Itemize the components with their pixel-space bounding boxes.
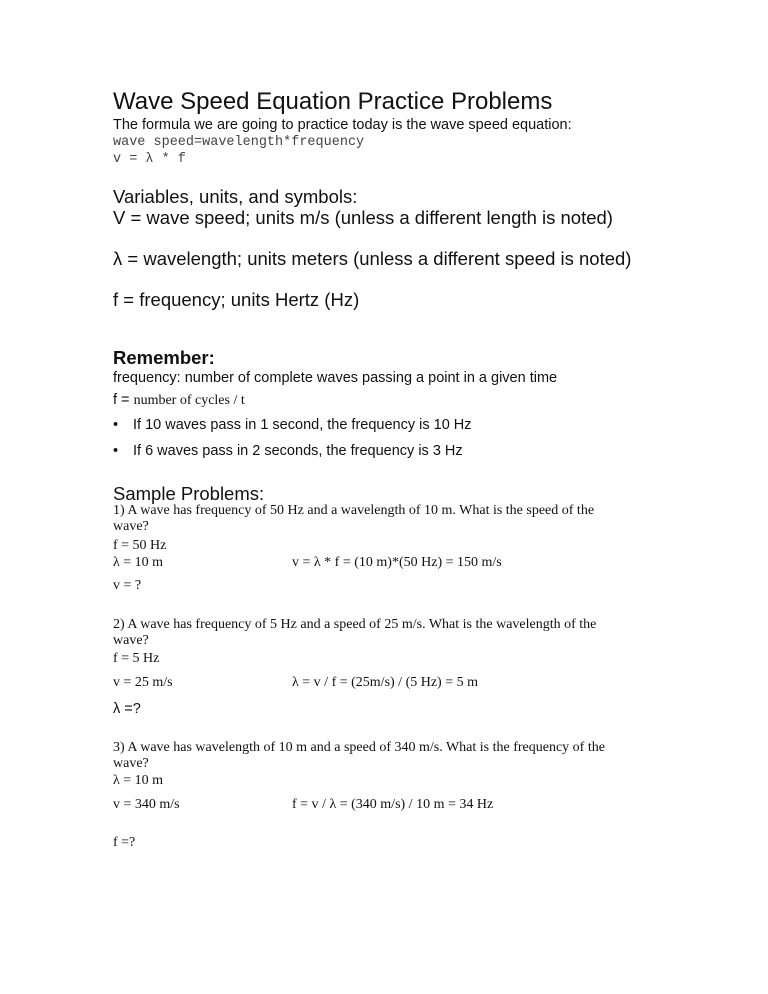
problem-3-question: 3) A wave has wavelength of 10 m and a speed of 340 m/s. What is the frequency of the wave? [113, 740, 605, 771]
bullet-text: If 6 waves pass in 2 seconds, the frequency is 3 Hz [133, 443, 463, 459]
variable-speed: V = wave speed; units m/s (unless a different length is noted) [113, 207, 613, 228]
frequency-formula-rest: number of cycles / t [133, 393, 245, 408]
formula-symbols: v = λ * f [113, 152, 186, 167]
problem-1-question: 1) A wave has frequency of 50 Hz and a wavelength of 10 m. What is the speed of the wave? [113, 503, 595, 534]
page-title: Wave Speed Equation Practice Problems [113, 88, 553, 115]
remember-heading: Remember: [113, 347, 215, 368]
problem-2-solution: λ = v / f = (25m/s) / (5 Hz) = 5 m [292, 675, 479, 690]
formula-words: wave speed=wavelength*frequency [113, 135, 365, 150]
problem-1-solution: v = λ * f = (10 m)*(50 Hz) = 150 m/s [292, 555, 502, 570]
problem-2-question: 2) A wave has frequency of 5 Hz and a speed of 25 m/s. What is the wavelength of the wave? [113, 617, 597, 648]
list-item [113, 443, 463, 459]
sample-problems-heading: Sample Problems: [113, 483, 265, 504]
variable-frequency: f = frequency; units Hertz (Hz) [113, 289, 360, 310]
problem-3-given-lambda: λ = 10 m [113, 773, 164, 788]
problem-3-given-v: v = 340 m/s [113, 797, 180, 812]
problem-3-solution: f = v / λ = (340 m/s) / 10 m = 34 Hz [292, 797, 494, 812]
problem-1-given-lambda: λ = 10 m [113, 555, 164, 570]
list-item [113, 417, 472, 433]
problem-2-given-f: f = 5 Hz [113, 651, 160, 666]
frequency-formula-label: f = [113, 392, 134, 408]
bullet-text: If 10 waves pass in 1 second, the frequency is 10 Hz [133, 417, 472, 433]
bullet-icon: • [113, 443, 119, 459]
variable-wavelength: λ = wavelength; units meters (unless a different speed is noted) [113, 248, 632, 269]
problem-3-unknown: f =? [113, 835, 136, 850]
problem-1-unknown: v = ? [113, 578, 142, 593]
problem-2-given-v: v = 25 m/s [113, 675, 173, 690]
problem-2-unknown: λ =? [113, 701, 141, 717]
problem-1-given-f: f = 50 Hz [113, 538, 167, 553]
frequency-formula [113, 392, 245, 409]
frequency-definition: frequency: number of complete waves passing a point in a given time [113, 370, 558, 386]
intro-text: The formula we are going to practice today is the wave speed equation: [113, 117, 572, 133]
bullet-icon: • [113, 417, 119, 433]
variables-heading: Variables, units, and symbols: [113, 186, 358, 207]
